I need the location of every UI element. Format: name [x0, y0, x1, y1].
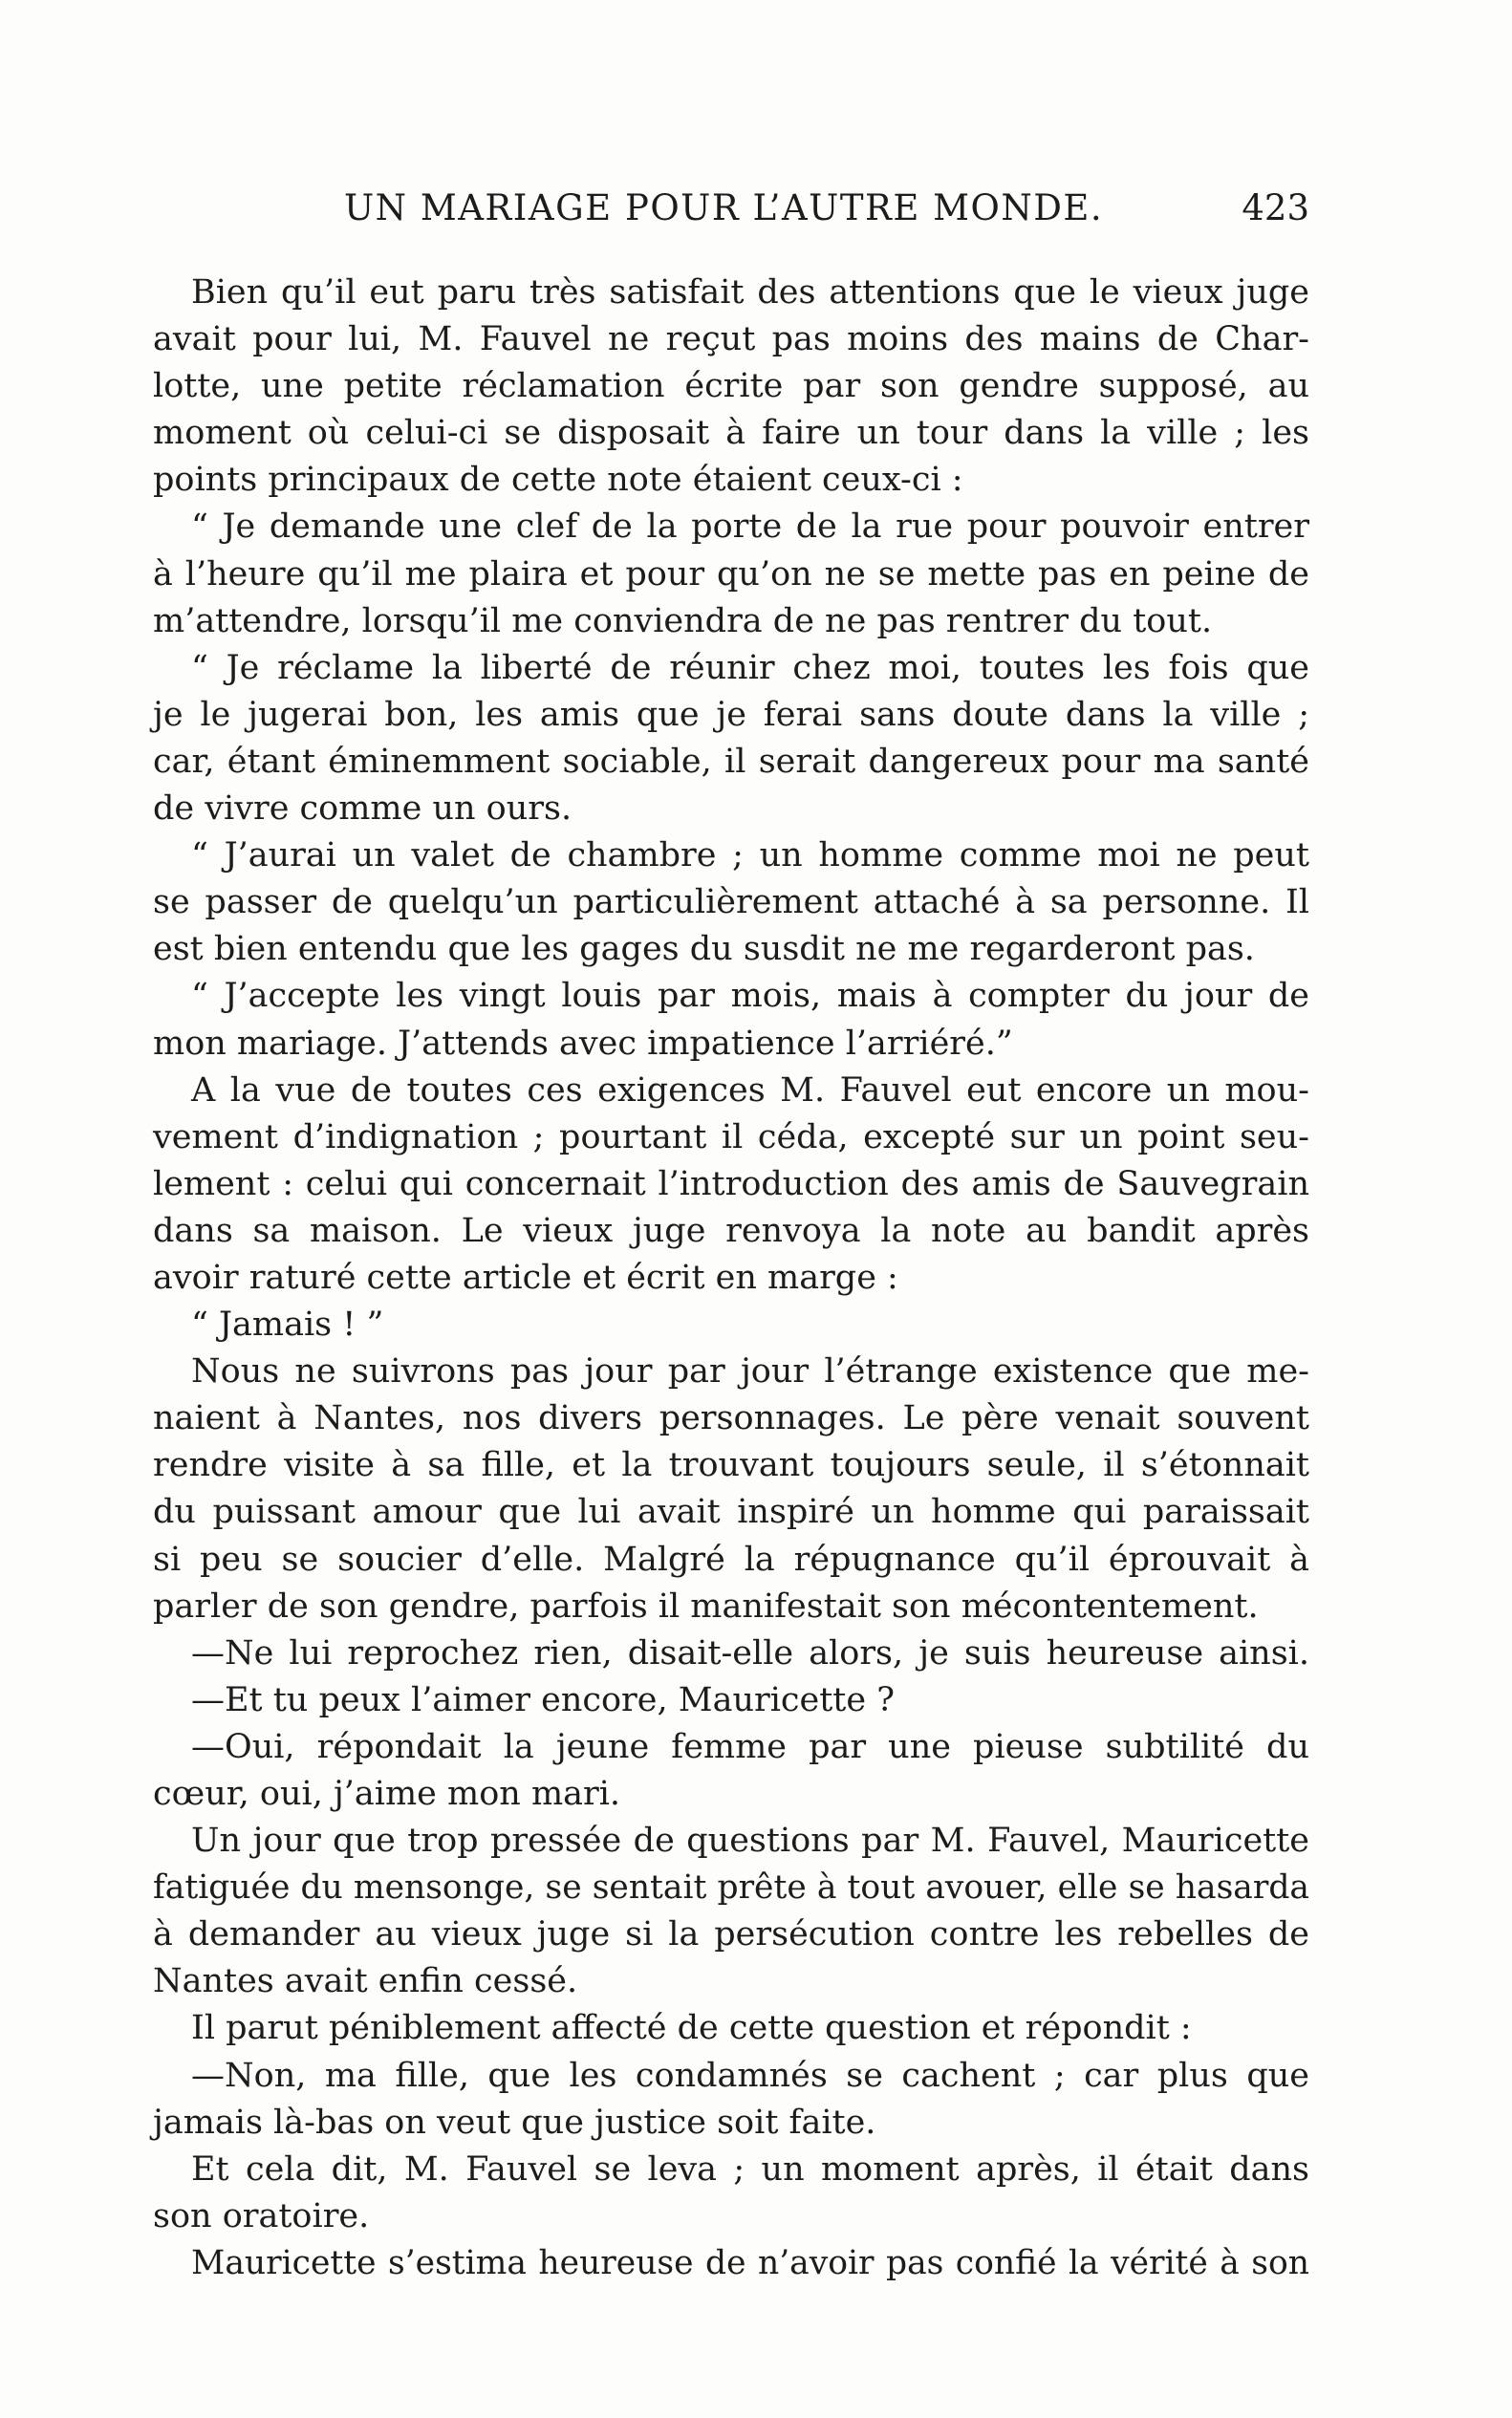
page-header: [153, 187, 1309, 235]
text-line: “ J’accepte les vingt louis par mois, mais à compter du jour de: [191, 977, 1309, 1016]
text-line: m’attendre, lorsqu’il me conviendra de ne pas rentrer du tout.: [153, 601, 1213, 640]
text-line: lotte, une petite réclamation écrite par son gendre supposé, au: [153, 367, 1309, 406]
text-line: “ J’aurai un valet de chambre ; un homme comme moi ne peut: [191, 836, 1309, 875]
text-line: fatiguée du mensonge, se sentait prête à tout avouer, elle se hasarda: [153, 1868, 1309, 1908]
text-line: jamais là-bas on veut que justice soit faite.: [153, 2103, 876, 2142]
text-line: —Non, ma fille, que les condamnés se cachent ; car plus que: [191, 2056, 1309, 2095]
text-line: rendre visite à sa fille, et la trouvant toujours seule, il s’étonnait: [153, 1446, 1309, 1485]
text-line: Et cela dit, M. Fauvel se leva ; un moment après, il était dans: [191, 2149, 1309, 2189]
text-line: à l’heure qu’il me plaira et pour qu’on ne se mette pas en peine de: [153, 554, 1309, 594]
text-line: parler de son gendre, parfois il manifestait son mécontentement.: [153, 1587, 1259, 1626]
running-title: UN MARIAGE POUR L’AUTRE MONDE.: [344, 187, 1104, 228]
text-line: de vivre comme un ours.: [153, 789, 572, 829]
text-line: —Et tu peux l’aimer encore, Mauricette ?: [191, 1680, 895, 1719]
text-line: son oratoire.: [153, 2196, 370, 2235]
text-line: est bien entendu que les gages du susdit ne me regarderont pas.: [153, 930, 1255, 969]
text-line: avait pour lui, M. Fauvel ne reçut pas moins des mains de Char-: [153, 320, 1309, 359]
text-line: lement : celui qui concernait l’introduction des amis de Sauvegrain: [153, 1164, 1309, 1203]
text-line: si peu se soucier d’elle. Malgré la répugnance qu’il éprouvait à: [153, 1540, 1309, 1579]
text-line: cœur, oui, j’aime mon mari.: [153, 1775, 621, 1813]
text-line: je le jugerai bon, les amis que je ferai sans doute dans la ville ;: [153, 695, 1309, 734]
text-line: points principaux de cette note étaient ceux-ci :: [153, 461, 963, 500]
text-line: du puissant amour que lui avait inspiré un homme qui paraissait: [153, 1493, 1309, 1532]
text-line: “ Je demande une clef de la porte de la rue pour pouvoir entrer: [191, 507, 1309, 547]
text-line: Mauricette s’estima heureuse de n’avoir pas confié la vérité à son: [191, 2243, 1309, 2282]
text-line: mon mariage. J’attends avec impatience l’arriéré.”: [153, 1024, 1013, 1063]
text-line: Nantes avait enfin cessé.: [153, 1962, 578, 2001]
body-text: [153, 270, 1309, 2287]
text-line: à demander au vieux juge si la persécution contre les rebelles de: [153, 1915, 1309, 1954]
text-line: A la vue de toutes ces exigences M. Fauvel eut encore un mou-: [191, 1070, 1309, 1110]
text-line: avoir raturé cette article et écrit en marge :: [153, 1258, 898, 1297]
page-number: 423: [1242, 187, 1309, 228]
text-line: Nous ne suivrons pas jour par jour l’étrange existence que me-: [191, 1352, 1309, 1392]
text-line: se passer de quelqu’un particulièrement attaché à sa personne. Il: [153, 883, 1309, 922]
text-line: Il parut péniblement affecté de cette question et répondit :: [191, 2009, 1192, 2048]
text-line: naient à Nantes, nos divers personnages. Le père venait souvent: [153, 1399, 1309, 1438]
text-line: moment où celui-ci se disposait à faire un tour dans la ville ; les: [153, 414, 1309, 453]
text-line: “ Je réclame la liberté de réunir chez moi, toutes les fois que: [191, 648, 1309, 687]
text-line: car, étant éminemment sociable, il serait dangereux pour ma santé: [153, 742, 1309, 781]
text-line: vement d’indignation ; pourtant il céda, excepté sur un point seu-: [153, 1117, 1309, 1156]
text-line: —Oui, répondait la jeune femme par une pieuse subtilité du: [191, 1727, 1309, 1766]
text-line: “ Jamais ! ”: [191, 1306, 384, 1345]
text-line: —Ne lui reprochez rien, disait-elle alors, je suis heureuse ainsi.: [191, 1633, 1309, 1673]
text-line: Un jour que trop pressée de questions par M. Fauvel, Mauricette: [191, 1822, 1309, 1861]
text-line: Bien qu’il eut paru très satisfait des attentions que le vieux juge: [191, 273, 1309, 312]
text-line: dans sa maison. Le vieux juge renvoya la note au bandit après: [153, 1211, 1309, 1250]
